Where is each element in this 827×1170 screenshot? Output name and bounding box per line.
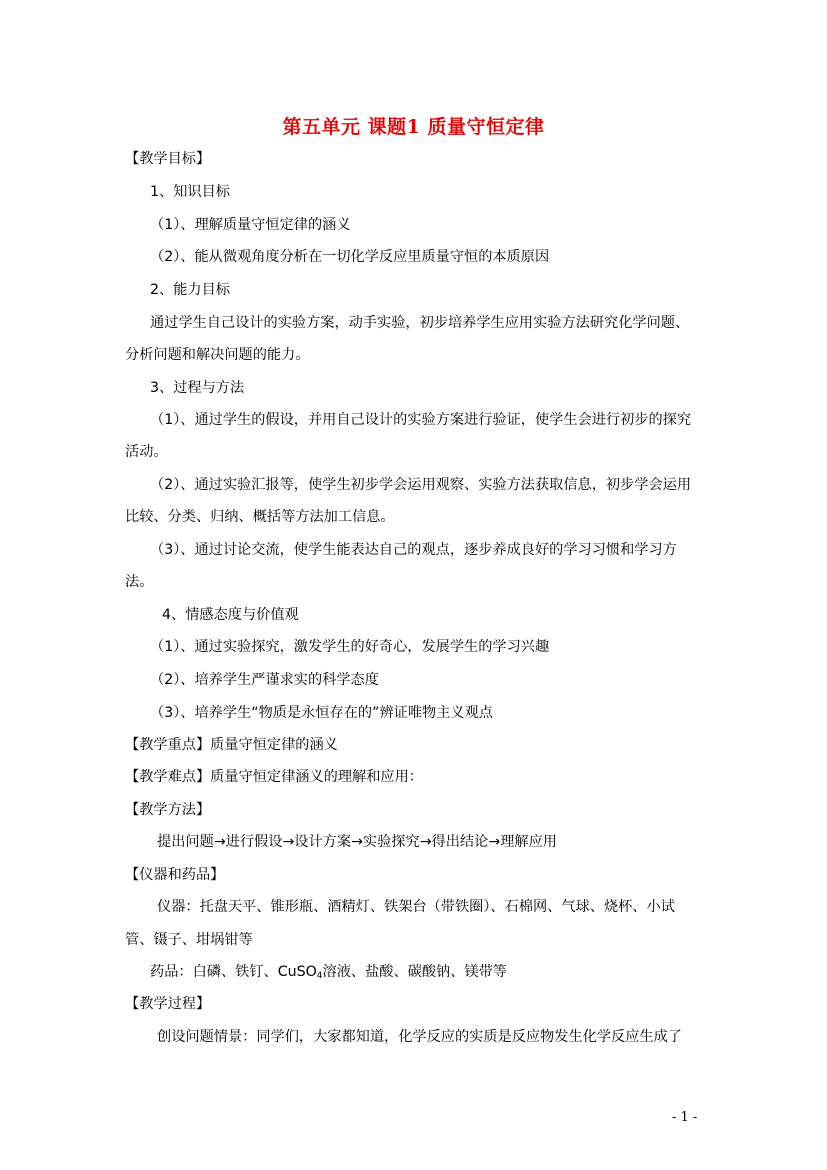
text-line: 活动。 [125, 444, 168, 460]
section-heading-method: 【教学方法】 [125, 802, 211, 818]
drugs-suffix: 溶液、盐酸、碳酸钠、镁带等 [322, 964, 507, 980]
text-line: （2）、通过实验汇报等，使学生初步学会运用观察、实验方法获取信息，初步学会运用 [150, 477, 692, 493]
text-line: 法。 [125, 574, 154, 590]
text-line: （3）、通过讨论交流，使学生能表达自己的观点，逐步养成良好的学习习惯和学习方 [150, 542, 677, 558]
drugs-line [150, 963, 507, 985]
subheading-ability: 2、能力目标 [150, 282, 230, 298]
text-line: 比较、分类、归纳、概括等方法加工信息。 [125, 509, 395, 525]
drugs-prefix: 药品：白磷、铁钉、CuSO [150, 964, 317, 980]
drugs-subscript: 4 [316, 971, 323, 981]
text-line: （3）、培养学生“物质是永恒存在的”辨证唯物主义观点 [150, 705, 493, 721]
section-heading-instruments: 【仪器和药品】 [125, 867, 225, 883]
method-flow: 提出问题→进行假设→设计方案→实验探究→得出结论→理解应用 [157, 834, 557, 850]
section-heading-objectives: 【教学目标】 [125, 151, 211, 167]
page-number: - 1 - [672, 1110, 698, 1125]
text-line: 通过学生自己设计的实验方案，动手实验，初步培养学生应用实验方法研究化学问题、 [150, 315, 690, 331]
subheading-knowledge: 1、知识目标 [150, 184, 230, 200]
section-heading-process: 【教学过程】 [125, 996, 211, 1012]
text-line: （1）、通过实验探究，激发学生的好奇心，发展学生的学习兴趣 [150, 639, 550, 655]
text-line: 分析问题和解决问题的能力。 [125, 347, 310, 363]
page-title: 第五单元 课题1 质量守恒定律 [282, 116, 545, 138]
text-line: （2）、能从微观角度分析在一切化学反应里质量守恒的本质原因 [150, 249, 550, 265]
text-line: （2）、培养学生严谨求实的科学态度 [150, 672, 379, 688]
text-line: （1）、通过学生的假设，并用自己设计的实验方案进行验证，使学生会进行初步的探究 [150, 412, 692, 428]
subheading-process: 3、过程与方法 [150, 380, 245, 396]
instruments-line: 管、镊子、坩埚钳等 [125, 932, 253, 948]
section-heading-difficulty: 【教学难点】质量守恒定律涵义的理解和应用： [125, 769, 423, 785]
instruments-line: 仪器：托盘天平、锥形瓶、酒精灯、铁架台（带铁圈）、石棉网、气球、烧杯、小试 [157, 899, 675, 915]
text-line: （1）、理解质量守恒定律的涵义 [150, 217, 351, 233]
section-heading-key-point: 【教学重点】质量守恒定律的涵义 [125, 737, 338, 753]
subheading-emotion: 4、情感态度与价值观 [162, 607, 299, 623]
text-line: 创设问题情景：同学们，大家都知道，化学反应的实质是反应物发生化学反应生成了 [157, 1029, 682, 1045]
